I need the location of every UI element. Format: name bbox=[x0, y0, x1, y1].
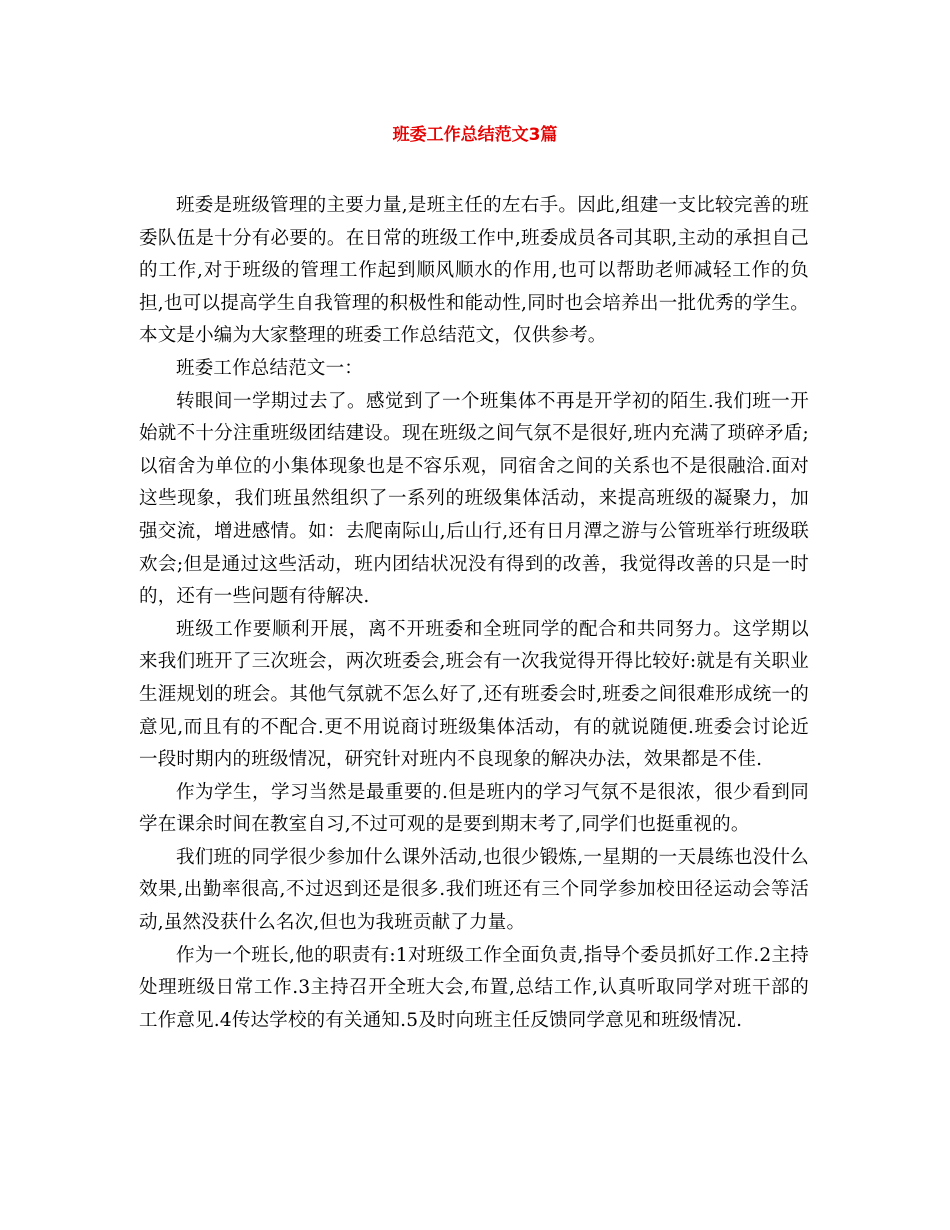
body-paragraph: 我们班的同学很少参加什么课外活动,也很少锻炼,一星期的一天晨练也没什么效果,出勤率很高,不过迟到还是很多.我们班还有三个同学参加校田径运动会等活动,虽然没获什么名次,但也为我班贡献了力量。 bbox=[139, 846, 809, 934]
body-paragraph: 作为一个班长,他的职责有:1对班级工作全面负责,指导个委员抓好工作.2主持处理班级日常工作.3主持召开全班大会,布置,总结工作,认真听取同学对班干部的工作意见.4传达学校的有关通知.5及时向班主任反馈同学意见和班级情况. bbox=[139, 944, 809, 1031]
document-title: 班委工作总结范文3篇 bbox=[392, 125, 558, 145]
body-paragraph: 作为学生，学习当然是最重要的.但是班内的学习气氛不是很浓，很少看到同学在课余时间在教室自习,不过可观的是要到期末考了,同学们也挺重视的。 bbox=[139, 781, 809, 836]
document-body bbox=[139, 190, 809, 1037]
body-paragraph: 转眼间一学期过去了。感觉到了一个班集体不再是开学初的陌生.我们班一开始就不十分注重班级团结建设。现在班级之间气氛不是很好,班内充满了琐碎矛盾;以宿舍为单位的小集体现象也是不容乐观，同宿舍之间的关系也不是很融洽.面对这些现象，我们班虽然组织了一系列的班级集体活动，来提高班级的凝聚力，加强交流，增进感情。如：去爬南际山,后山行,还有日月潭之游与公管班举行班级联欢会;但是通过这些活动，班内团结状况没有得到的改善，我觉得改善的只是一时的，还有一些问题有待解决. bbox=[139, 390, 809, 608]
intro-paragraph: 班委是班级管理的主要力量,是班主任的左右手。因此,组建一支比较完善的班委队伍是十分有必要的。在日常的班级工作中,班委成员各司其职,主动的承担自己的工作,对于班级的管理工作起到顺风顺水的作用,也可以帮助老师减轻工作的负担,也可以提高学生自我管理的积极性和能动性,同时也会培养出一批优秀的学生。本文是小编为大家整理的班委工作总结范文，仅供参考。 bbox=[139, 195, 809, 347]
body-paragraph: 班级工作要顺利开展，离不开班委和全班同学的配合和共同努力。这学期以来我们班开了三次班会，两次班委会,班会有一次我觉得开得比较好:就是有关职业生涯规划的班会。其他气氛就不怎么好了,还有班委会时,班委之间很难形成统一的意见,而且有的不配合.更不用说商讨班级集体活动，有的就说随便.班委会讨论近一段时期内的班级情况，研究针对班内不良现象的解决办法，效果都是不佳. bbox=[139, 618, 809, 771]
section-heading: 班委工作总结范文一： bbox=[176, 357, 364, 379]
